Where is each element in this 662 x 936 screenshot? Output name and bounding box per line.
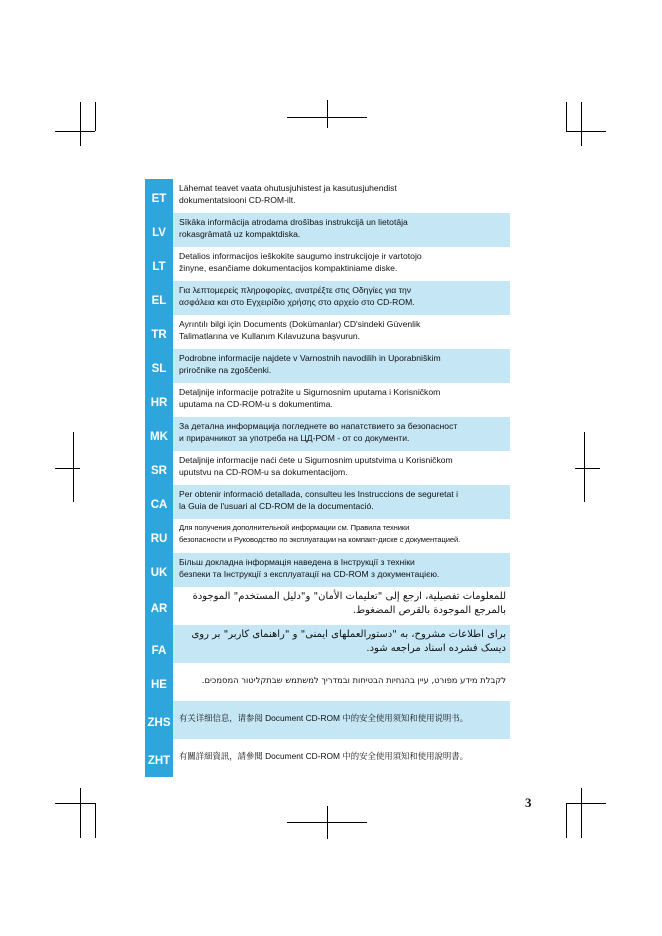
language-notice-table [145,179,510,777]
crop-mark [566,102,567,131]
language-code: EL [145,281,173,315]
notice-text: Detaljnije informacije potražite u Sigurnosnim uputama i Korisničkom uputama na CD-ROM-u s dokumentima. [179,387,441,409]
notice-text: للمعلومات تفصيلية، ارجع إلى "تعليمات الأمان" و"دليل المستخدم" الموجودة بالمرجع الموجودة بالقرص المضغوط. [192,591,506,616]
table-row [145,485,510,519]
language-code: SL [145,349,173,383]
language-code: TR [145,315,173,349]
table-row [145,417,510,451]
crop-mark [80,102,81,146]
language-code: ZHS [145,701,173,739]
crop-mark [55,803,95,804]
crop-mark [95,102,96,131]
notice-text: לקבלת מידע מפורט, עיין בהנחיות הבטיחות ובמדריך למשתמש שבתקליטור המסמכים. [201,675,506,685]
table-row [145,587,510,625]
crop-mark [566,803,567,838]
notice-text: Per obtenir informació detallada, consulteu les Instruccions de seguretat i la Guia de l'usuari al CD-ROM de la documentació. [179,489,458,511]
crop-mark [581,102,582,146]
notice-text: Podrobne informacije najdete v Varnostnih navodilih in Uporabniškim priročnike na zgoščenki. [179,353,441,375]
registration-mark [584,432,585,502]
notice-text: Detaljnije informacije naći ćete u Sigurnosnim uputstvima u Korisničkom uputstvu na CD-ROM-u sa dokumentacijom. [179,455,453,477]
table-row [145,383,510,417]
table-row [145,349,510,383]
notice-text: 有关详细信息，请参阅 Document CD-ROM 中的安全使用须知和使用说明书。 [179,713,468,723]
language-code: CA [145,485,173,519]
registration-mark [327,100,328,128]
notice-text: برای اطلاعات مشروح، به "دستورالعملهای ایمنی" و "راهنمای کاربر" بر روی دیسک فشرده اسناد مراجعه شود. [191,629,506,654]
crop-mark [581,788,582,838]
language-code: LV [145,213,173,247]
table-row [145,213,510,247]
notice-text: Detalios informacijos ieškokite saugumo instrukcijoje ir vartotojo žinyne, esančiame dokumentacijos kompaktiniame diske. [179,251,422,273]
table-row [145,701,510,739]
language-code: HR [145,383,173,417]
registration-mark [73,432,74,502]
language-code: HE [145,663,173,701]
table-row [145,315,510,349]
crop-mark [95,803,96,838]
notice-text: За детална информација погледнете во напатствието за безопасност и прирачникот за употреба на ЦД-РОМ - от со документи. [179,421,458,443]
language-code: SR [145,451,173,485]
registration-mark [575,468,600,469]
crop-mark [80,788,81,838]
language-code: ZHT [145,739,173,777]
table-row [145,739,510,777]
notice-text: Lähemat teavet vaata ohutusjuhistest ja kasutusjuhendist dokumentatsiooni CD-ROM-ilt. [179,183,397,205]
language-code: LT [145,247,173,281]
table-row [145,281,510,315]
crop-mark [55,131,95,132]
table-row [145,451,510,485]
table-row [145,625,510,663]
notice-text: Для получения дополнительной информации см. Правила техники безопасности и Руководство по эксплуатации на компакт-диске с документацией. [179,523,461,544]
language-code: ET [145,179,173,213]
page-number: 3 [525,795,532,810]
crop-mark [566,803,606,804]
table-row [145,663,510,701]
registration-mark [55,468,80,469]
table-row [145,179,510,213]
notice-text: Ayrıntılı bilgi için Documents (Dokümanlar) CD'sindeki Güvenlik Talimatlarına ve Kullanım Kılavuzuna başvurun. [179,319,421,341]
language-code: AR [145,587,173,625]
table-row [145,519,510,553]
table-row [145,553,510,587]
table-row [145,247,510,281]
notice-text: Για λεπτομερείς πληροφορίες, ανατρέξτε στις Οδηγίες για την ασφάλεια και στο Εγχειρίδιο χρήσης στο αρχείο στο CD-ROM. [179,285,415,307]
notice-text: Більш докладна інформація наведена в Інструкції з техніки безпеки та Інструкції з експлуатації на CD-ROM з документацією. [179,557,440,579]
registration-mark [327,806,328,839]
language-code: FA [145,625,173,663]
notice-text: 有關詳細資訊，請參閱 Document CD-ROM 中的安全使用須知和使用說明書。 [179,751,468,761]
language-code: UK [145,553,173,587]
crop-mark [566,131,606,132]
language-code: MK [145,417,173,451]
notice-text: Sīkāka informācija atrodama drošības instrukcijā un lietotāja rokasgrāmatā uz kompaktdiska. [179,217,408,239]
language-code: RU [145,519,173,553]
